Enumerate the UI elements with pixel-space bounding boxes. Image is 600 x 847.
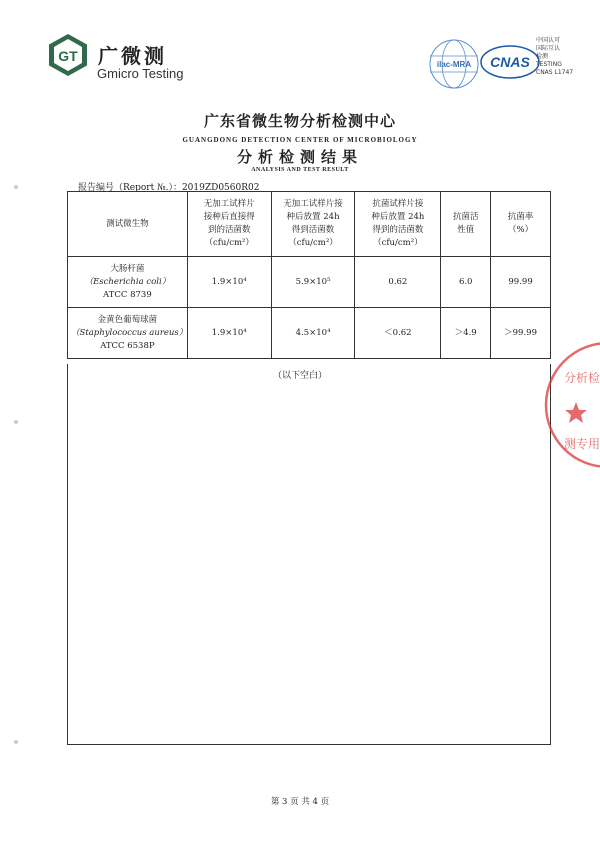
- header-line: （cfu/cm²）: [204, 238, 254, 248]
- rate-cell: ＞99.99: [491, 308, 551, 359]
- acc-line: 检测: [536, 53, 549, 60]
- seal-text: 测专用: [564, 437, 600, 451]
- header-organism: 测试微生物: [68, 192, 188, 257]
- organism-strain: ATCC 8739: [103, 289, 152, 300]
- header-line: 种后放置 24h: [286, 212, 340, 222]
- table-row: [68, 257, 551, 308]
- gt-logo-icon: [46, 33, 90, 77]
- punch-mark: [14, 740, 18, 744]
- report-number: 报告编号（Report №.）：2019ZD0560R02: [78, 183, 260, 193]
- header-line: （%）: [508, 225, 534, 235]
- header-line: 无加工试样片: [203, 199, 255, 209]
- blank-note: （以下空白）: [272, 371, 327, 381]
- header-line: （cfu/cm²）: [373, 238, 423, 248]
- header-blank-24h: [271, 192, 355, 257]
- activity-cell: ＞4.9: [441, 308, 491, 359]
- table-row: [68, 308, 551, 359]
- organism-cell: [68, 308, 188, 359]
- header-line: 接种后直接得: [203, 212, 255, 222]
- blank-24h-cell: 4.5×10⁴: [271, 308, 355, 359]
- organism-strain: ATCC 6538P: [100, 340, 155, 351]
- sample-24h-cell: 0.62: [355, 257, 441, 308]
- header-rate: [491, 192, 551, 257]
- blank-24h-cell: 5.9×10⁵: [271, 257, 355, 308]
- rate-cell: 99.99: [491, 257, 551, 308]
- organism-cell: [68, 257, 188, 308]
- acc-line: 国际互认: [536, 45, 561, 52]
- official-seal-icon: [540, 330, 600, 480]
- organism-name-latin: （Staphylococcus aureus）: [71, 327, 188, 338]
- table-header-row: [68, 192, 551, 257]
- blank-initial-cell: 1.9×10⁴: [187, 308, 271, 359]
- seal-text: 分析检: [564, 371, 600, 385]
- header-sample-24h: [355, 192, 441, 257]
- brand-name-en: Gmicro Testing: [97, 66, 184, 81]
- cnas-label: CNAS: [490, 54, 530, 70]
- header-blank-initial: [187, 192, 271, 257]
- header-line: 得到活菌数: [291, 225, 335, 235]
- punch-mark: [14, 420, 18, 424]
- header-line: 种后放置 24h: [371, 212, 425, 222]
- header-line: 到的活菌数: [207, 225, 251, 235]
- cnas-logo-icon: [479, 44, 541, 80]
- header-line: 得到的活菌数: [372, 225, 424, 235]
- organism-name-cn: 大肠杆菌: [110, 263, 145, 274]
- result-title-en: ANALYSIS AND TEST RESULT: [251, 167, 349, 173]
- ilac-label: ilac-MRA: [436, 60, 472, 69]
- logo-mark-text: GT: [58, 48, 78, 64]
- results-table: [67, 191, 551, 359]
- header-line: 抗菌率: [507, 212, 534, 222]
- header-line: （cfu/cm²）: [288, 238, 338, 248]
- header-line: 无加工试样片接: [283, 199, 343, 209]
- header-activity: [441, 192, 491, 257]
- activity-cell: 6.0: [441, 257, 491, 308]
- blank-area: [67, 364, 551, 745]
- acc-line: TESTING: [536, 61, 562, 68]
- center-title-cn: 广东省微生物分析检测中心: [203, 112, 396, 130]
- organism-name-cn: 金黄色葡萄球菌: [97, 314, 158, 325]
- header-line: 抗菌活: [452, 212, 479, 222]
- brand-name-cn: 广微测: [98, 44, 167, 68]
- sample-24h-cell: ＜0.62: [355, 308, 441, 359]
- page-number: 第 3 页 共 4 页: [270, 797, 330, 807]
- result-title-cn: 分析检测结果: [236, 148, 363, 166]
- blank-initial-cell: 1.9×10⁴: [187, 257, 271, 308]
- acc-line: CNAS L1747: [536, 69, 574, 76]
- accreditation-text: [536, 37, 596, 77]
- center-title-en: GUANGDONG DETECTION CENTER OF MICROBIOLOGY: [182, 136, 418, 144]
- header-line: 抗菌试样片接: [372, 199, 424, 209]
- punch-mark: [14, 185, 18, 189]
- header-line: 性值: [457, 225, 475, 235]
- organism-name-latin: （Escherichia coli）: [84, 276, 171, 287]
- ilac-mra-logo-icon: [428, 38, 480, 90]
- acc-line: 中国认可: [536, 37, 561, 44]
